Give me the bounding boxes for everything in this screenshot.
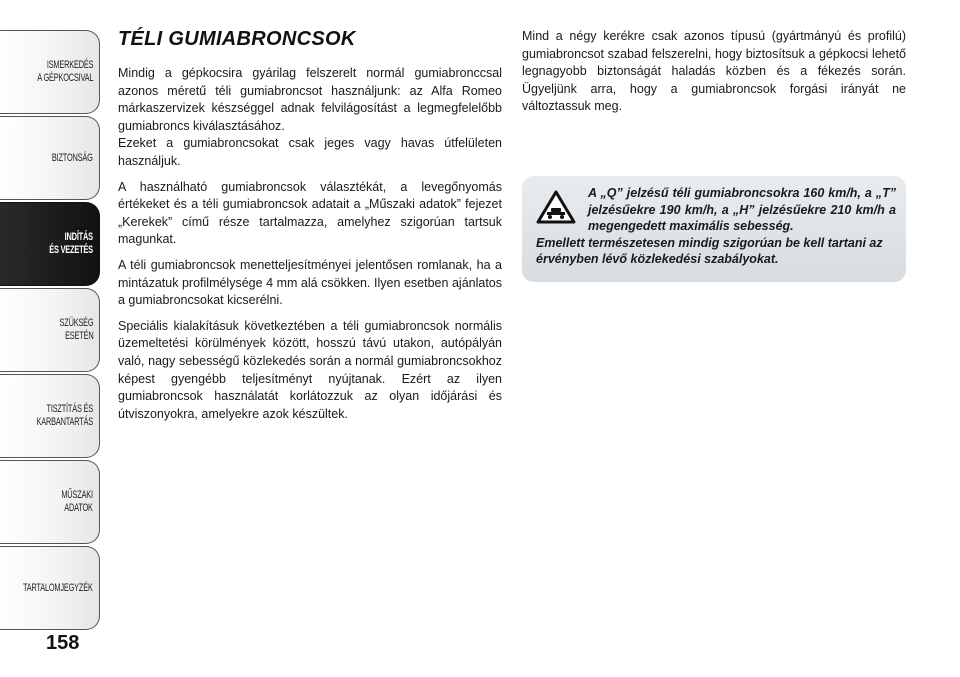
- paragraph: A téli gumiabroncsok menetteljesítményei jelentősen romlanak, ha a mintázatuk profilmélysége 4 mm alá csökken. Ilyen esetben ajánlatos a gumiabroncsokat kicserélni.: [118, 257, 502, 308]
- page-title: TÉLI GUMIABRONCSOK: [118, 28, 356, 50]
- tab-label-line2: ADATOK: [64, 502, 93, 514]
- right-column: [522, 28, 906, 124]
- warning-traffic-rules: Emellett természetesen mindig szigorúan be kell tartani az érvényben lévő közlekedési szabályokat.: [536, 235, 883, 266]
- tab-label-line2: ÉS VEZETÉS: [49, 244, 93, 256]
- tab-label: [55, 489, 93, 515]
- tab-szukseg-eseten[interactable]: [0, 288, 100, 372]
- tab-inditas-es-vezetes[interactable]: [0, 202, 100, 286]
- tab-label-line1: INDÍTÁS: [64, 231, 93, 243]
- tab-muszaki-adatok[interactable]: [0, 460, 100, 544]
- warning-box: [522, 176, 906, 282]
- tab-tartalomjegyzek[interactable]: [0, 546, 100, 630]
- tab-label: [52, 317, 93, 343]
- chapter-tabs: [0, 30, 102, 632]
- paragraph: Ezeket a gumiabroncsokat csak jeges vagy havas útfelületen használjuk.: [118, 136, 502, 168]
- warning-text: [536, 185, 896, 268]
- tab-label: [40, 231, 93, 257]
- warning-speed-limits: A „Q” jelzésű téli gumiabroncsokra 160 km/h, a „T” jelzésűekre 190 km/h, a „H” jelzésűekre 210 km/h a megengedett maximális sebesség.: [588, 186, 896, 233]
- tab-label-line1: TISZTÍTÁS ÉS: [46, 403, 93, 415]
- left-column: [118, 28, 502, 431]
- page-number: 158: [46, 632, 80, 654]
- tab-label-line1: MŰSZAKI: [61, 489, 93, 501]
- tab-label-line1: ISMERKEDÉS: [46, 59, 93, 71]
- tab-label: [43, 152, 93, 165]
- paragraph: Mind a négy kerékre csak azonos típusú (gyártmányú és profilú) gumiabroncsot szabad felszerelni, hogy biztosítsuk a gépkocsi lehető legnagyobb biztonságát haladás közben és a fékezés során. Ügyeljünk arra, hogy a gumiabroncsok forgási irányát ne változtassuk meg.: [522, 29, 906, 114]
- paragraph: Speciális kialakításuk következtében a téli gumiabroncsok normális üzemeltetési körülmények között, hosszú távú utakon, autópályán való, nagy sebességű közlekedés során a normál gumiabroncsokhoz képest gyengébb teljesítményt nyújtanak. Ezért az ilyen gumiabroncsok használatát korlátozzuk az olyan időjárási és útviszonyokra, amelyekre azok készültek.: [118, 318, 502, 421]
- tab-ismerkedes[interactable]: [0, 30, 100, 114]
- tab-label-line1: BIZTONSÁG: [52, 151, 93, 164]
- tab-tisztitas-es-karbantartas[interactable]: [0, 374, 100, 458]
- tab-label-line2: ESETÉN: [64, 330, 93, 342]
- paragraph: A használható gumiabroncsok választékát, a levegőnyomás értékeket és a téli gumiabroncsok adatait a „Műszaki adatok” fejezet „Kerekek” című része tartalmazza, amelyhez szigorúan tartsuk magunkat.: [118, 179, 502, 247]
- tab-biztonsag[interactable]: [0, 116, 100, 200]
- tab-label-line2: KARBANTARTÁS: [36, 416, 93, 428]
- tab-label: [25, 59, 93, 85]
- tab-label-line1: TARTALOMJEGYZÉK: [23, 581, 93, 594]
- tab-label: [8, 582, 93, 595]
- tab-label-line1: SZÜKSÉG: [59, 317, 93, 329]
- tab-label-line2: A GÉPKOCSIVAL: [36, 72, 93, 84]
- tab-label: [24, 403, 93, 429]
- paragraph: Mindig a gépkocsira gyárilag felszerelt normál gumiabronccsal azonos méretű téli gumiabroncsot használjunk: az Alfa Romeo márkaszervizek készséggel adnak felvilágosítást a legmegfelelőbb gumiabroncs kiválasztásához.: [118, 66, 502, 133]
